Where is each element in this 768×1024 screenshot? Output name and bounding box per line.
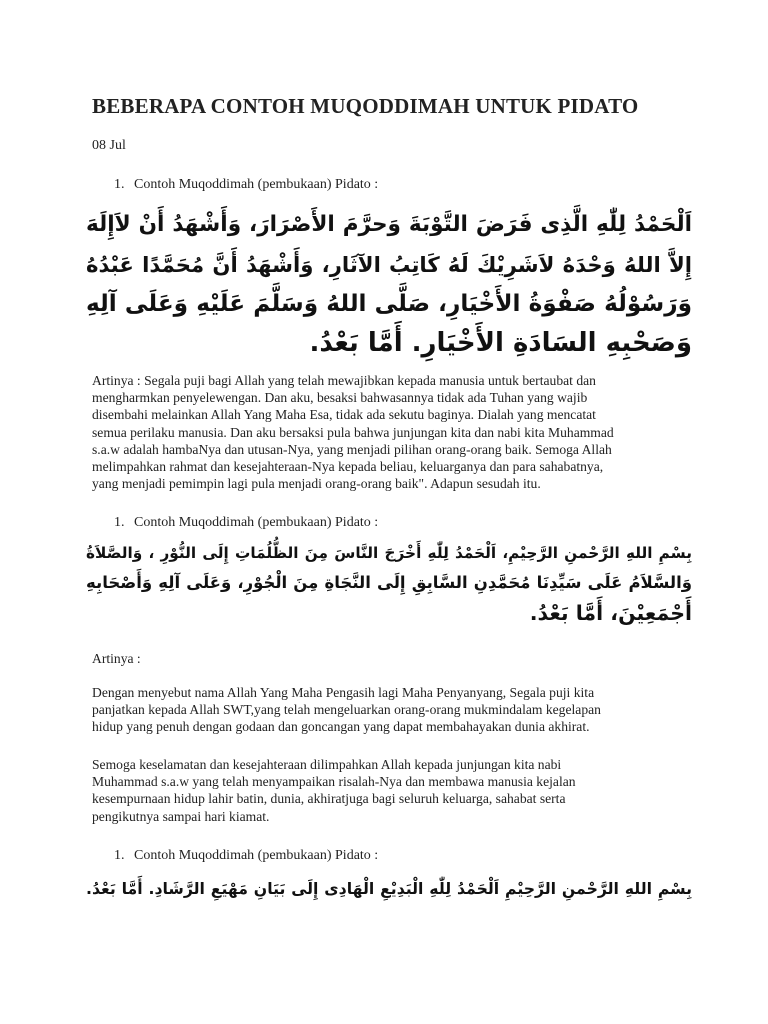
text-line: Muhammad s.a.w yang telah menyampaikan risalah-Nya dan membawa manusia kejalan [92,774,576,790]
list-number: 1. [114,177,125,192]
text-line: kesempurnaan hidup lahir batin, dunia, akhiratjuga bagi seluruh keluarga, sahabat serta [92,791,566,807]
text-line: yang menjadi pemimpin lagi pula menjadi orang-orang baik". Adapun sesudah itu. [92,476,541,492]
text-line: pengikutnya sampai hari kiamat. [92,808,270,824]
translation-paragraph-1 [92,372,682,492]
section-heading-2 [114,515,378,531]
section-heading-3 [114,848,378,864]
arabic-muqoddimah-3 [86,874,692,904]
arabic-muqoddimah-2 [86,538,692,628]
text-line: semua perilaku manusia. Dan aku bersaksi pula bahwa junjungan kita dan nabi kita Muhammad [92,424,614,440]
text-line: mengharmkan penyelewengan. Dan aku, besaksi bahwasannya tidak ada Tuhan yang wajib [92,390,588,406]
translation-paragraph-2b [92,756,682,825]
arabic-line: إِلاَّ اللهُ وَحْدَهُ لاَشَرِيْكَ لَهُ كَاتِبُ الآثَارِ، وَأَشْهَدُ أَنَّ مُحَمَّدًا عَبْدُهُ [86,251,692,277]
arabic-line: اَلْحَمْدُ لِلّٰهِ الَّذِى فَرَضَ التَّوْبَةَ وَحرَّمَ الأَصْرَارَ، وَأَشْهَدُ أَنْ لاَإِلَهَ [86,212,692,237]
text-line: panjatkan kepada Allah SWT,yang telah mengeluarkan orang-orang mukmindalam kegelapan [92,702,601,718]
text-line: s.a.w adalah hambaNya dan utusan-Nya, yang menjadi pilihan orang-orang baik. Semoga Allah [92,441,612,457]
section-heading-1 [114,177,378,193]
section-heading-text: Contoh Muqoddimah (pembukaan) Pidato : [134,515,379,530]
post-date: 08 Jul [92,138,126,153]
page-title: BEBERAPA CONTOH MUQODDIMAH UNTUK PIDATO [92,94,639,118]
list-number: 1. [114,848,125,863]
arabic-muqoddimah-1 [86,205,692,363]
arabic-line: وَصَحْبِهِ السَادَةِ الأَخْيَارِ. أَمَّا بَعْدُ. [309,327,692,358]
text-line: melimpahkan rahmat dan kesejahteraan-Nya kepada beliau, keluarganya dan para sahabatnya, [92,459,604,475]
text-line: Dengan menyebut nama Allah Yang Maha Pengasih lagi Maha Penyanyang, Segala puji kita [92,685,595,700]
translation-paragraph-2a [92,684,682,736]
text-line: hidup yang penuh dengan godaan dan goncangan yang dapat membahayakan dunia akhirat. [92,719,590,735]
text-line: disembahi melainkan Allah Yang Maha Esa, tidak ada sekutu baginya. Dialah yang mencatat [92,407,596,423]
section-heading-text: Contoh Muqoddimah (pembukaan) Pidato : [134,177,379,192]
arabic-line: بِسْمِ اللهِ الرَّحْمنِ الرَّحِيْمِ اَلْحَمْدُ لِلّٰهِ الْبَدِيْعِ الْهَادِى إِلَى بَيَانِ مَهْيَعِ الرَّشَادِ. أَمَّا بَعْدُ. [86,879,692,898]
text-line: Semoga keselamatan dan kesejahteraan dilimpahkan Allah kepada junjungan kita nabi [92,757,562,772]
arabic-line: وَرَسُوْلُهُ صَفْوَةُ الأَخْيَارِ، صَلَّى اللهُ وَسَلَّمَ عَلَيْهِ وَعَلَى آلِهِ [86,290,692,317]
text-line: Artinya : Segala puji bagi Allah yang telah mewajibkan kepada manusia untuk bertaubat dan [92,373,596,388]
text-line: Artinya : [92,651,141,666]
arabic-line: وَالسَّلاَمُ عَلَى سَيِّدِنَا مُحَمَّدِنِ السَّابِقِ إِلَى النَّجَاةِ مِنَ الْجُوْرِ، وَعَلَى آلِهِ وَأَصْحَابِهِ [86,573,692,592]
translation-label-2 [92,650,682,667]
section-heading-text: Contoh Muqoddimah (pembukaan) Pidato : [134,848,379,863]
arabic-line: أَجْمَعِيْنَ، أَمَّا بَعْدُ. [529,601,692,625]
list-number: 1. [114,515,125,530]
arabic-line: بِسْمِ اللهِ الرَّحْمنِ الرَّحِيْمِ، اَلْحَمْدُ لِلّٰهِ أَخْرَجَ النَّاسَ مِنَ الظُّلُمَاتِ إِلَى النُّوْرِ ، وَالصَّلاَةُ [86,544,692,562]
